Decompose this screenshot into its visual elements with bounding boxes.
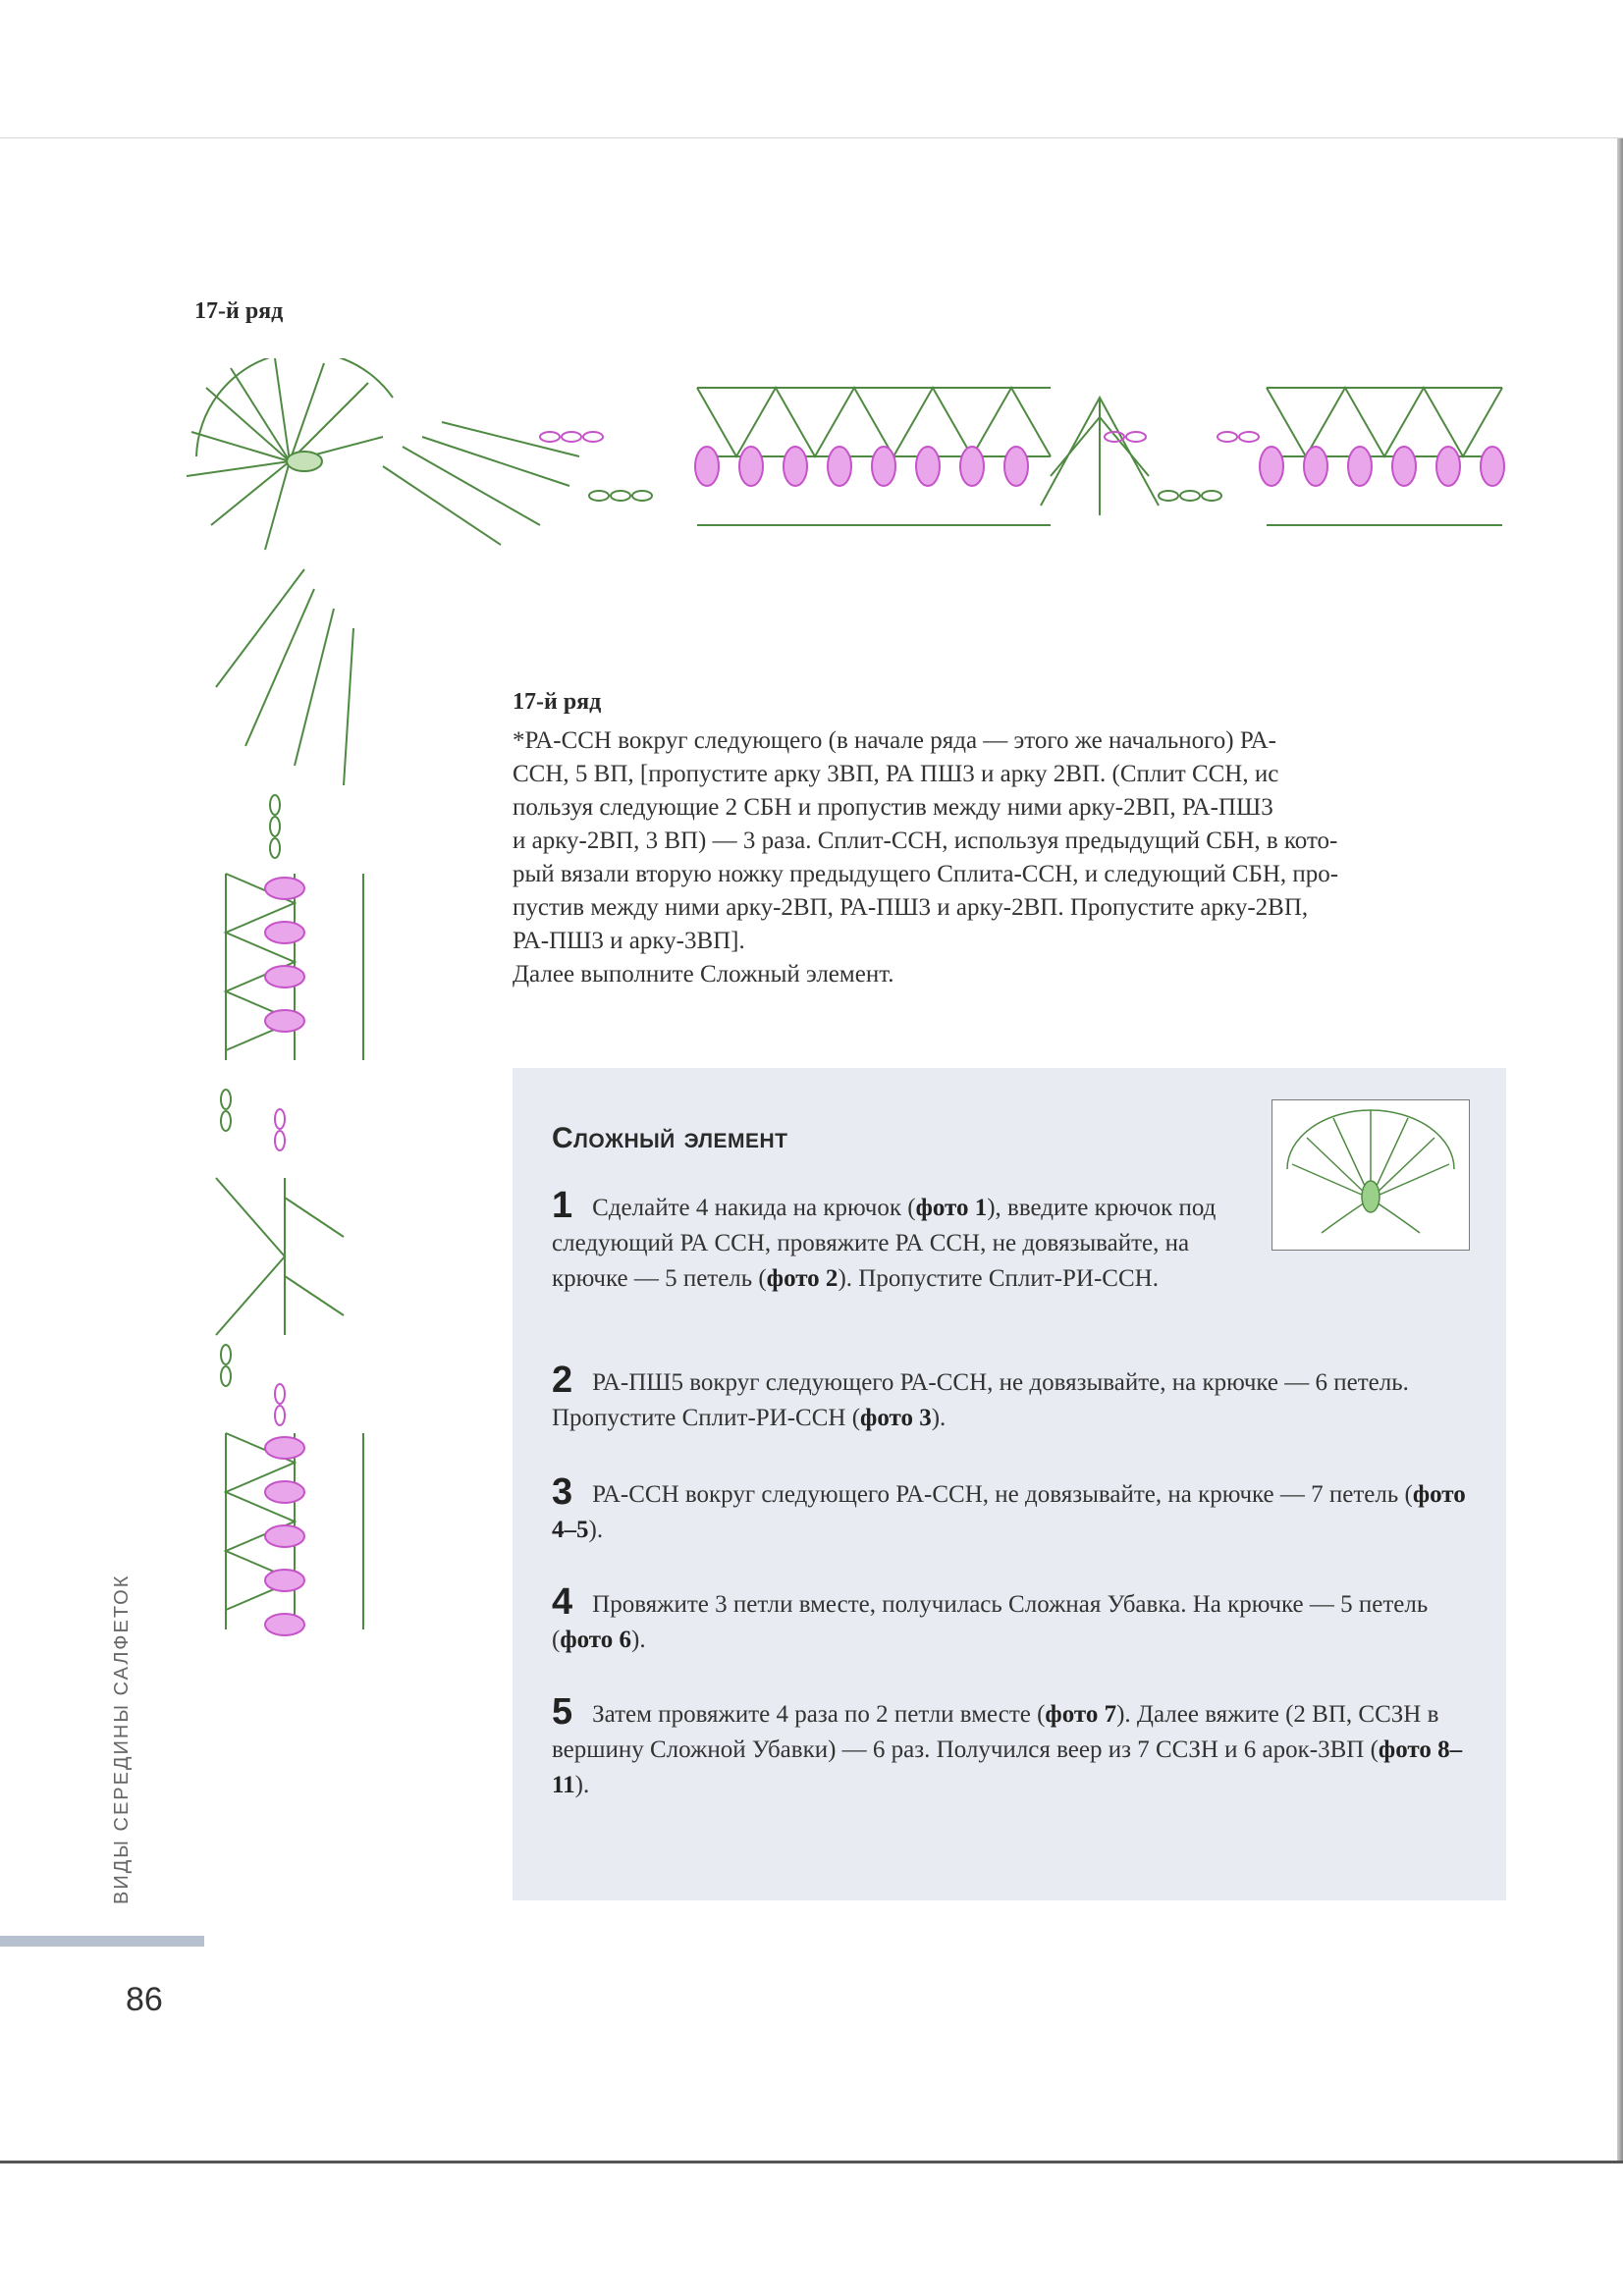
row-heading: 17-й ряд [513, 689, 602, 715]
photo-ref: фото 4–5 [552, 1481, 1466, 1543]
instruction-line: *РА-ССН вокруг следующего (в начале ряда — этого же начального) РА- [513, 727, 1276, 754]
step-text: РА-ПШ5 вокруг следующего РА-ССН, не довязывайте, на крючке — 6 петель. Пропустите Сплит-РИ-ССН ( [552, 1369, 1409, 1431]
step-text: ). [931, 1405, 947, 1431]
photo-ref: фото 8–11 [552, 1736, 1463, 1798]
photo-ref: фото 2 [766, 1265, 839, 1292]
step-number: 4 [552, 1581, 573, 1623]
crochet-diagram-side [187, 550, 403, 1669]
step-text: ). [574, 1772, 590, 1798]
step-number: 2 [552, 1360, 573, 1401]
instruction-line: и арку-2ВП, 3 ВП) — 3 раза. Сплит-ССН, используя предыдущий СБН, в кото- [513, 828, 1338, 854]
step-text: Провяжите 3 петли вместе, получилась Сложная Убавка. На крючке — 5 петель ( [552, 1591, 1429, 1653]
step-number: 3 [552, 1471, 573, 1513]
photo-ref: фото 3 [860, 1405, 932, 1431]
step-text: Затем провяжите 4 раза по 2 петли вместе ( [592, 1701, 1046, 1728]
step-number: 1 [552, 1185, 573, 1226]
crochet-diagram-top [187, 358, 1522, 555]
step-text: ). [631, 1627, 646, 1653]
section-label: ВИДЫ СЕРЕДИНЫ САЛФЕТОК [111, 1574, 133, 1904]
step-text: РА-ССН вокруг следующего РА-ССН, не довязывайте, на крючке — 7 петель ( [592, 1481, 1413, 1508]
step-text: ). Пропустите Сплит-РИ-ССН. [838, 1265, 1159, 1292]
step-number: 5 [552, 1691, 573, 1733]
step-2 [552, 1362, 1475, 1436]
step-3 [552, 1471, 1475, 1548]
instruction-line: Далее выполните Сложный элемент. [513, 961, 894, 988]
complex-element-title: Сложный элемент [552, 1122, 788, 1154]
instruction-line: ССН, 5 ВП, [пропустите арку 3ВП, РА ПШ3 и арку 2ВП. (Сплит ССН, ис [513, 761, 1279, 787]
step-text: ). [588, 1517, 604, 1543]
instruction-line: рый вязали вторую ножку предыдущего Сплита-ССН, и следующий СБН, про- [513, 861, 1339, 887]
photo-ref: фото 7 [1045, 1701, 1117, 1728]
instructions-text [513, 724, 1504, 991]
corner-fan-spokes [187, 358, 383, 550]
instruction-line: РА-ПШ3 и арку-3ВП]. [513, 928, 745, 954]
photo-ref: фото 1 [915, 1195, 988, 1221]
photo-ref: фото 6 [560, 1627, 631, 1653]
step-text: Сделайте 4 накида на крючок ( [592, 1195, 916, 1221]
step-5 [552, 1691, 1475, 1803]
fan-diagram-thumbnail [1271, 1099, 1470, 1251]
instruction-line: пользуя следующие 2 СБН и пропустив между ними арку-2ВП, РА-ПШ3 [513, 794, 1273, 821]
complex-element-box [513, 1068, 1506, 1900]
chart-title: 17-й ряд [194, 298, 284, 324]
step-text: ), введите крючок под следующий РА ССН, провяжите РА ССН, не довязывайте, на крючке — 5 петель ( [552, 1195, 1217, 1292]
instruction-line: пустив между ними арку-2ВП, РА-ПШ3 и арку-2ВП. Пропустите арку-2ВП, [513, 894, 1309, 921]
step-1 [552, 1185, 1219, 1297]
side-accent-bar [0, 1936, 204, 1947]
step-4 [552, 1581, 1475, 1658]
page-number: 86 [126, 1981, 163, 2018]
step-text: ). Далее вяжите (2 ВП, ССЗН в вершину Сложной Убавки) — 6 раз. Получился веер из 7 ССЗН и 6 арок-3ВП ( [552, 1701, 1439, 1763]
